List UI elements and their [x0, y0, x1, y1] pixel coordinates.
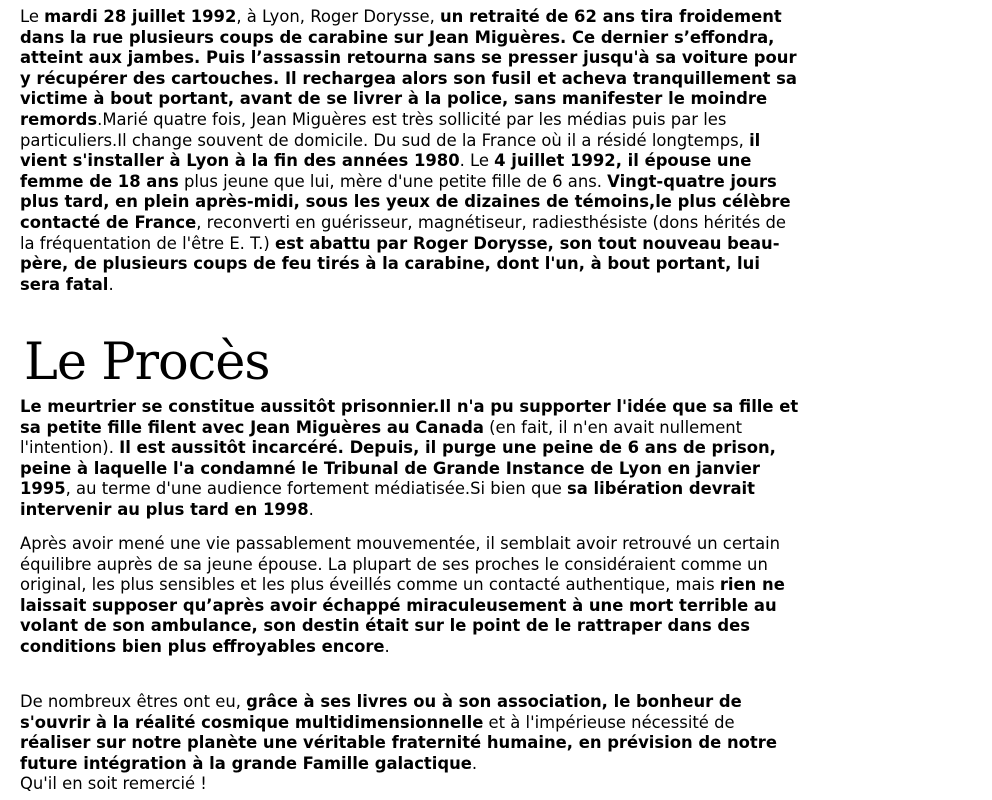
text-run: (en fait, il n'en avait nullement l'intention). — [20, 417, 743, 458]
text-run: . — [108, 274, 114, 294]
closing-line: Qu'il en soit remercié ! — [20, 774, 207, 794]
text-run: Après avoir mené une vie passablement mouvementée, il semblait avoir retrouvé un certain équilibre auprès de sa jeune épouse. La plupart de ses proches le considéraient comme un original, les plus sensibles et les plus éveillés comme un contacté authentique, mais — [20, 534, 781, 595]
article-paragraph-trial — [20, 397, 800, 521]
bold-text-run: rien ne laissait supposer qu’après avoir échappé miraculeusement à une mort terrible au volant de son ambulance, son destin était sur le point de le rattraper dans des conditions bien plus effroyables encore — [20, 575, 785, 656]
bold-text-run: Vingt-quatre jours plus tard, en plein après-midi, sous les yeux de dizaines de témoins,le plus célèbre contacté de France — [20, 171, 791, 232]
text-run: , reconverti en guérisseur, magnétiseur, radiesthésiste (dons hérités de la fréquentation de l'être E. T.) — [20, 212, 786, 253]
bold-text-run: un retraité de 62 ans tira froidement dans la rue plusieurs coups de carabine sur Jean Miguères. Ce dernier s’effondra, atteint aux jambes. Puis l’assassin retourna sans se presser jusqu'à sa voiture pour y récupérer des cartouches. Il rechargea alors son fusil et acheva tranquillement sa victime à bout portant, avant de se livrer à la police, sans manifester le moindre remords — [20, 7, 797, 129]
text-run: . — [308, 499, 314, 519]
text-run: et à l'impérieuse nécessité de — [483, 712, 735, 732]
bold-text-run: 4 juillet 1992, il épouse une femme de 18 ans — [20, 151, 752, 191]
text-run: , au terme d'une audience fortement médiatisée.Si bien que — [65, 479, 568, 499]
article-paragraph-legacy — [20, 692, 800, 795]
bold-text-run: il vient s'installer à Lyon à la fin des années 1980 — [20, 130, 761, 171]
text-run: . Le — [459, 151, 495, 171]
text-run: De nombreux êtres ont eu, — [20, 692, 247, 711]
bold-text-run: sa libération devrait intervenir au plus tard en 1998 — [20, 479, 756, 519]
bold-text-run: est abattu par Roger Dorysse, son tout nouveau beau-père, de plusieurs coups de feu tirés à la carabine, dont l'un, à bout portant, lui sera fatal — [20, 233, 780, 294]
article-paragraph-life — [20, 534, 800, 658]
text-run: , à Lyon, Roger Dorysse, — [236, 7, 440, 26]
bold-text-run: grâce à ses livres ou à son association, le bonheur de s'ouvrir à la réalité cosmique multidimensionnelle — [20, 692, 742, 732]
legacy-text — [20, 692, 777, 773]
article-paragraph-murder — [20, 7, 800, 295]
bold-text-run: Il est aussitôt incarcéré. Depuis, il purge une peine de 6 ans de prison, peine à laquelle l'a condamné le Tribunal de Grande Instance de Lyon en janvier 1995 — [20, 438, 776, 499]
text-run: plus jeune que lui, mère d'une petite fille de 6 ans. — [178, 171, 608, 191]
text-run: .Marié quatre fois, Jean Miguères est très sollicité par les médias puis par les particuliers.Il change souvent de domicile. Du sud de la France où il a résidé longtemps, — [20, 109, 750, 150]
text-run: . — [471, 753, 478, 773]
text-run: Le — [20, 7, 45, 26]
bold-text-run: mardi 28 juillet 1992 — [44, 7, 237, 26]
text-run: . — [384, 636, 390, 656]
bold-text-run: Le meurtrier se constitue aussitôt prisonnier.Il n'a pu supporter l'idée que sa fille et sa petite fille filent avec Jean Miguères au Canada — [20, 397, 799, 437]
section-heading-le-proces: Le Procès — [24, 333, 270, 392]
bold-text-run: réaliser sur notre planète une véritable fraternité humaine, en prévision de notre future intégration à la grande Famille galactique — [20, 733, 777, 773]
